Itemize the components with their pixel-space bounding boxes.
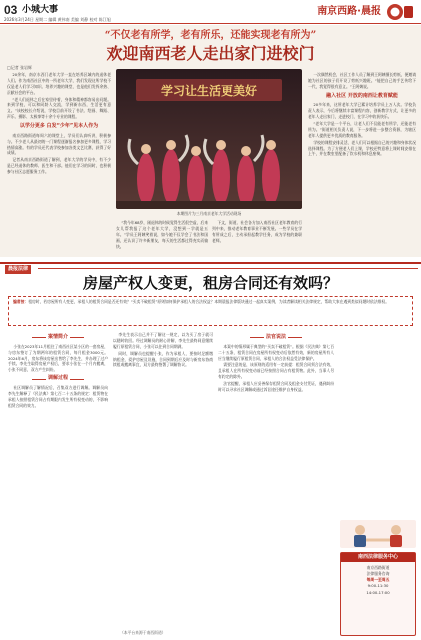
- legal-service-days: 每周一至周五: [366, 577, 390, 583]
- article-paragraph: “我今年68岁，刚退休的时候觉得生活很空虚，后来女儿帮我报了这个老年大学，没想到一学就是五年。”学员王阿姨笑着说，如今她不仅学会了书法和国画，还认识了许多新朋友，每天的生活都过得充实而愉快。: [116, 220, 208, 249]
- case-section-head: 法官说法: [218, 334, 334, 342]
- feature-photo: [116, 69, 302, 209]
- article-column-1: [7, 72, 111, 176]
- feature-byline: □记者 张岩辉: [7, 65, 33, 70]
- story-paragraph: 社区调解员了解情况后，召集双方进行调解。调解员向李先生解释了《民法典》第七百二十五条的规定：租赁物在承租人按照租赁合同占有期限内发生所有权变动的，不影响租赁合同的效力。: [8, 384, 108, 408]
- article-paragraph: “老年大学是一个平台，让老人们不仅能老有所学，还能老有所为。”街道相关负责人说，下一步将进一步整合资源，为辖区老年人提供更多优质的教育服务。: [308, 121, 416, 138]
- story-paragraph: 法官提醒，承租人应妥善保存租赁合同及租金支付凭证，遇到纠纷时可以寻求社区调解或通过诉讼途径维护自身权益。: [218, 381, 334, 392]
- feature-photo-caption: 本期图片为三月南京老年大学活动现场: [176, 211, 242, 216]
- page-number: 03: [4, 3, 18, 17]
- story-column-1: [8, 332, 108, 409]
- article-column-3: [212, 220, 302, 245]
- dateline: 2026年3月24日 星期二 编辑 黄伟南 美编 刘静 校对 陈江旭: [4, 17, 111, 22]
- article-subhead: 融入社区 开放的南西让教育赋能: [326, 92, 398, 99]
- section-divider: [0, 262, 421, 264]
- article-subhead: 以学分更多 白发“少年”见本人作为: [19, 123, 99, 129]
- story-paragraph: 李先生表示自己并不了解这一规定，以为买了房子就可以随时收回。经过调解员的耐心讲解，李先生最终同意继续履行原租赁合同，小张可以住到合同期满。: [113, 332, 213, 349]
- legal-service-hours-pm: 14:00-17:00: [366, 589, 390, 595]
- legal-service-head: 南西法律服务中心: [341, 553, 415, 562]
- story-paragraph: 小张在2023年11月租住了南西社区某小区的一套房屋，与房东签订了为期两年的租赁合同，每月租金3000元。2024年6月，房东将该房屋出售给了李先生，并办理了过户手续。李先生取得房屋产权后，要求小张在一个月内搬离，小张不同意，双方产生纠纷。: [8, 343, 108, 373]
- feature-quote: “不仅老有所学，老有所乐，还能实现老有所为”: [104, 30, 317, 41]
- section-rule: [38, 268, 418, 269]
- story-column-3: [218, 332, 334, 394]
- article-paragraph: 一次偶然机会，社区工作人员了解到王阿姨擅长剪纸，便邀请她为社区的孩子们开设了剪纸兴趣班。“能把自己的手艺传给下一代，我觉得很有意义。”王阿姨说。: [308, 72, 416, 89]
- newspaper-logo-icon: [385, 2, 415, 22]
- article-column-4: [308, 72, 416, 158]
- editor-note-box: [8, 296, 413, 326]
- legal-service-line: 南京西路街道: [366, 565, 390, 571]
- story-title: 房屋产权人变更，租房合同还有效吗？: [82, 274, 338, 292]
- section-tag: 晨报法律: [5, 265, 31, 274]
- legal-service-hours-am: 9:00-11:30: [367, 583, 389, 589]
- legal-service-body: [341, 562, 415, 598]
- story-paragraph: 同时，调解员也提醒小张，作为承租人，要按时足额缴纳租金，爱护房屋及设施，合同到期后应及时与新房东协商续租或搬离事宜，双方最终签署了调解协议。: [113, 350, 213, 368]
- story-paragraph: 本案中的情形属于典型的“买卖不破租赁”。根据《民法典》第七百二十五条，租赁合同在房屋所有权变动后依然有效，新的房屋所有人应当继续履行原租赁合同，承租人的合法权益受法律保护。: [218, 343, 334, 361]
- article-paragraph: 20多年来，这所老年大学已累计培养学员上万人次。学校负责人表示，今后将继续丰富课程内容，创新教学方式，让更多的老年人走出家门，走进校门，在学习中收获快乐。: [308, 102, 416, 120]
- article-paragraph: 记者从南京西路街道了解到，老年大学的学员中，有不少是已经退休的教师、医生和干部。他们在学习的同时，也积极参与社区志愿服务工作。: [7, 157, 111, 174]
- case-section-head: 案情简介: [8, 334, 108, 342]
- legal-service-box: [340, 552, 416, 636]
- editor-note-label: 编者按：: [13, 299, 29, 304]
- page-section-title: 小城大事: [22, 5, 59, 15]
- newspaper-brand: 南京西路·晨报: [317, 6, 381, 17]
- photo-sign-text: 学习让生活更美好: [160, 84, 258, 98]
- story-column-2: [113, 332, 213, 369]
- footer-note: （本平台来源于南西街道）: [120, 630, 166, 635]
- handshake-illustration-icon: [340, 520, 416, 548]
- article-column-2: [116, 220, 208, 250]
- article-paragraph: 下文，街道、社会各方加入南西社区老年教育的行列中来，推动老年教育事业不断发展。一些学员在学有所成之后，主动承担起教学任务，成为学校的兼职老师。: [212, 220, 302, 243]
- article-paragraph: “老人们退休之后在家里待着，身体和精神都容易出问题。来到学校，可以和同龄人交流，学到新东西，生活更有意义。”该校校长介绍说，学校目前开设了书法、绘画、舞蹈、声乐、摄影、太极拳等十余个专业的课程。: [7, 96, 111, 120]
- article-paragraph: 20余年，南京水西门老年大学一直在培养区域内的退休老人们。作为南西社区中的一所老年大学，我们发现这所学校不仅是老人们学习知识、培养兴趣的课堂，也是他们发挥余热、贡献社会的平台。: [7, 72, 111, 95]
- masthead: [0, 0, 421, 24]
- story-paragraph: 需要注意的是，该原则的适用有一定前提：租赁合同须合法有效，且承租人在所有权变动前已经按照合同占有租赁物。此外，当事人另有约定的除外。: [218, 362, 334, 380]
- feature-headline: 欢迎南西老人走出家门进校门: [106, 44, 315, 63]
- editor-note-text: 租房时，若房屋所有人变更，承租人的租赁合同是否还有效？“买卖不破租赁”原则如何保护承租人的合法权益？本期晨报法律版块通过一起真实案例，为读者解读相关法律规定，帮助大家在遇到类似问题时依法维权。: [28, 299, 390, 304]
- article-paragraph: 学校的课程安排灵活，老人们可以根据自己的兴趣和身体状况选择课程。为了方便老人们上课，学校还特意将上课时间安排在上午，并在教室里配备了饮水机和休息座椅。: [308, 139, 416, 157]
- article-paragraph: 南京西路街道每周六的课堂上，学员们认真听讲，积极参与。不少老人从最初的一门课程逐渐报名参加更多课程，学习热情高涨。有的学员还代表学校参加各类文艺比赛，获得了好成绩。: [7, 132, 111, 156]
- legal-service-line: 法律服务咨询: [366, 571, 390, 577]
- case-section-head: 调解过程: [8, 375, 108, 383]
